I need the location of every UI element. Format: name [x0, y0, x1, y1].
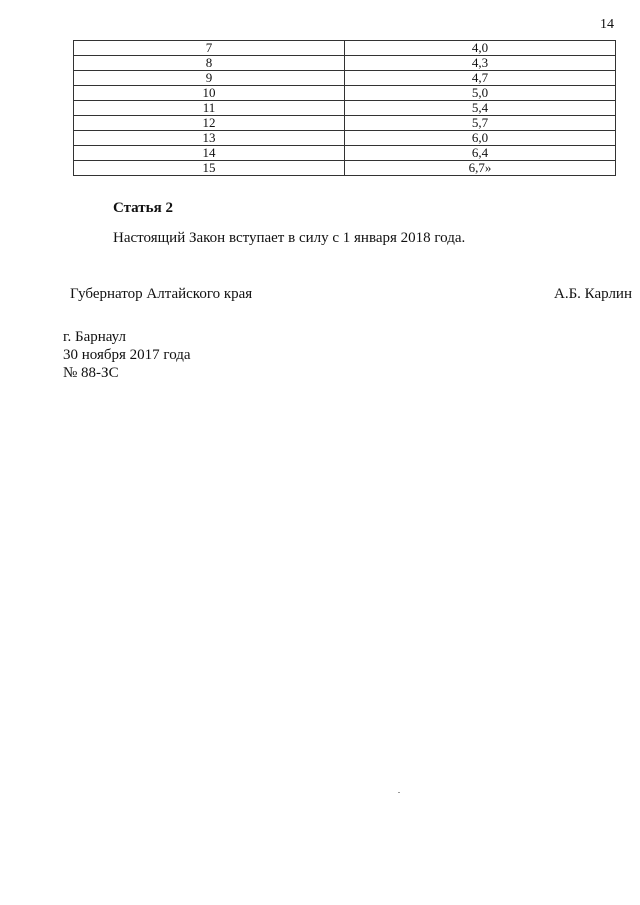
table-row: [74, 146, 616, 161]
place-city: г. Барнаул: [63, 329, 126, 345]
table-cell-value: 5,4: [345, 101, 616, 116]
table-cell-value: 6,7»: [345, 161, 616, 176]
table-cell-value: 5,7: [345, 116, 616, 131]
table-cell-index: 8: [74, 56, 345, 71]
signature-name: А.Б. Карлин: [553, 286, 632, 302]
table-cell-index: 11: [74, 101, 345, 116]
table-row: [74, 131, 616, 146]
table-cell-value: 6,4: [345, 146, 616, 161]
place-number: № 88-ЗС: [63, 365, 119, 381]
table-row: [74, 101, 616, 116]
table-row: [74, 161, 616, 176]
table-cell-index: 9: [74, 71, 345, 86]
signature-title: Губернатор Алтайского края: [70, 286, 253, 302]
table-cell-value: 4,3: [345, 56, 616, 71]
table-cell-index: 13: [74, 131, 345, 146]
values-table: [73, 40, 613, 176]
table-cell-value: 4,7: [345, 71, 616, 86]
table-cell-index: 14: [74, 146, 345, 161]
place-block: [63, 328, 191, 382]
page-number: 14: [600, 17, 614, 32]
values-table-body: [74, 41, 616, 176]
table-cell-index: 10: [74, 86, 345, 101]
place-date: 30 ноября 2017 года: [63, 347, 191, 363]
table-cell-value: 4,0: [345, 41, 616, 56]
table-row: [74, 71, 616, 86]
table-row: [74, 56, 616, 71]
scan-speck: [398, 792, 400, 793]
table-cell-index: 15: [74, 161, 345, 176]
table-cell-value: 6,0: [345, 131, 616, 146]
article-text: Настоящий Закон вступает в силу с 1 января 2018 года.: [113, 230, 466, 246]
table-row: [74, 86, 616, 101]
table-cell-value: 5,0: [345, 86, 616, 101]
article-heading: Статья 2: [113, 200, 173, 216]
table-cell-index: 7: [74, 41, 345, 56]
table-row: [74, 41, 616, 56]
table-row: [74, 116, 616, 131]
table-cell-index: 12: [74, 116, 345, 131]
